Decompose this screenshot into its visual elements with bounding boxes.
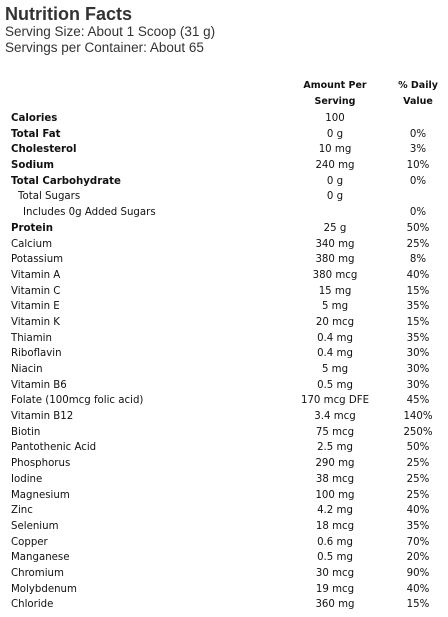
nutrient-daily-value: 250% (403, 426, 433, 438)
nutrient-daily-value: 0% (409, 207, 427, 219)
nutrient-name: Copper (11, 536, 48, 548)
nutrient-name: Vitamin C (11, 285, 61, 297)
nutrient-amount: 380 mg (315, 254, 355, 266)
amount-header-line1: Amount Per (303, 80, 367, 91)
nutrient-daily-value: 70% (406, 536, 430, 548)
nutrient-amount: 2.5 mg (317, 442, 353, 454)
table-row (0, 566, 448, 582)
table-row (0, 378, 448, 394)
nutrient-daily-value: 25% (406, 458, 430, 470)
nutrient-amount: 15 mg (318, 285, 352, 297)
nutrient-amount: 240 mg (315, 160, 355, 172)
table-row (0, 331, 448, 347)
nutrient-name: Phosphorus (11, 458, 71, 470)
nutrient-daily-value: 40% (406, 505, 430, 517)
nutrient-name: Protein (11, 222, 54, 234)
nutrient-amount: 100 (325, 113, 345, 124)
nutrient-daily-value: 35% (406, 520, 430, 532)
table-row (0, 550, 448, 566)
nutrient-name: Vitamin B6 (11, 379, 67, 391)
nutrient-daily-value: 140% (403, 411, 433, 423)
nutrient-name: Calories (11, 113, 58, 124)
nutrient-daily-value: 90% (406, 567, 430, 579)
nutrient-amount: 25 g (323, 222, 347, 234)
nutrient-name: Vitamin B12 (11, 411, 74, 423)
table-row (0, 127, 448, 143)
table-row (0, 472, 448, 488)
nutrient-daily-value: 30% (406, 348, 430, 360)
nutrient-amount: 75 mcg (315, 426, 355, 438)
nutrient-name: Zinc (11, 505, 33, 517)
nutrient-daily-value: 15% (406, 285, 430, 297)
nutrient-amount: 360 mg (315, 599, 355, 611)
nutrient-amount: 290 mg (315, 458, 355, 470)
nutrient-amount: 0.4 mg (317, 348, 353, 360)
table-row (0, 142, 448, 158)
table-row (0, 393, 448, 409)
page-title: Nutrition Facts (5, 4, 133, 24)
nutrient-daily-value: 50% (406, 442, 430, 454)
nutrient-amount: 0.5 mg (317, 379, 353, 391)
nutrient-daily-value: 0% (409, 175, 427, 187)
nutrient-daily-value: 8% (409, 254, 427, 266)
table-row (0, 158, 448, 174)
nutrient-name: Calcium (11, 238, 52, 250)
table-row (0, 503, 448, 519)
nutrient-amount: 380 mcg (312, 269, 358, 281)
nutrient-name: Iodine (11, 473, 43, 485)
table-row (0, 362, 448, 378)
nutrient-name: Vitamin K (11, 316, 60, 328)
amount-column-header (290, 78, 380, 110)
nutrient-name: Vitamin A (11, 269, 61, 281)
dv-header-line2: Value (403, 96, 433, 107)
nutrient-amount: 0 g (326, 191, 344, 203)
nutrient-daily-value: 25% (406, 238, 430, 250)
table-row (0, 409, 448, 425)
nutrient-name: Magnesium (11, 489, 70, 501)
nutrient-daily-value: 3% (409, 144, 427, 156)
nutrient-amount: 5 mg (321, 301, 349, 313)
nutrient-name: Selenium (11, 520, 59, 532)
table-row (0, 221, 448, 237)
nutrient-daily-value: 25% (406, 473, 430, 485)
nutrient-amount: 3.4 mcg (314, 411, 356, 423)
nutrient-name: Sodium (11, 160, 54, 172)
nutrient-name: Riboflavin (11, 348, 62, 360)
dv-header-line1: % Daily (398, 80, 438, 91)
amount-header-line2: Serving (314, 96, 356, 107)
table-row (0, 299, 448, 315)
nutrient-daily-value: 15% (406, 316, 430, 328)
nutrient-amount: 100 mg (315, 489, 355, 501)
nutrient-daily-value: 15% (406, 599, 430, 611)
table-row (0, 111, 448, 127)
table-row (0, 488, 448, 504)
table-row (0, 456, 448, 472)
table-row (0, 425, 448, 441)
table-row (0, 284, 448, 300)
table-row (0, 205, 448, 221)
table-row (0, 346, 448, 362)
nutrient-amount: 18 mcg (315, 520, 355, 532)
serving-size: Serving Size: About 1 Scoop (31 g) (5, 24, 216, 39)
nutrient-name: Cholesterol (11, 144, 77, 156)
nutrient-name: Total Sugars (18, 191, 81, 203)
nutrient-name: Biotin (11, 426, 41, 438)
nutrient-amount: 170 mcg DFE (300, 395, 370, 407)
daily-value-column-header (385, 78, 448, 110)
nutrient-daily-value: 30% (406, 379, 430, 391)
nutrient-daily-value: 30% (406, 364, 430, 375)
nutrient-daily-value: 25% (406, 489, 430, 501)
nutrient-name: Chloride (11, 599, 54, 611)
nutrient-amount: 0 g (326, 128, 344, 140)
table-row (0, 535, 448, 551)
nutrient-amount: 0.6 mg (317, 536, 353, 548)
servings-per-container: Servings per Container: About 65 (5, 40, 204, 55)
table-row (0, 174, 448, 190)
table-row (0, 519, 448, 535)
nutrient-amount: 4.2 mg (317, 505, 353, 517)
nutrient-daily-value: 0% (409, 128, 427, 140)
nutrient-daily-value: 40% (406, 583, 430, 595)
nutrient-daily-value: 45% (406, 395, 430, 407)
nutrient-name: Folate (100mcg folic acid) (11, 395, 144, 407)
nutrient-name: Molybdenum (11, 583, 77, 595)
nutrient-name: Total Carbohydrate (11, 175, 121, 187)
nutrient-amount: 30 mcg (315, 567, 355, 579)
nutrient-daily-value: 35% (406, 301, 430, 313)
table-row (0, 582, 448, 598)
table-row (0, 440, 448, 456)
nutrient-amount: 20 mcg (315, 316, 355, 328)
nutrient-amount: 0 g (326, 175, 344, 187)
nutrient-amount: 10 mg (318, 144, 352, 156)
nutrient-amount: 340 mg (315, 238, 355, 250)
nutrient-daily-value: 10% (406, 160, 430, 172)
table-row (0, 237, 448, 253)
nutrient-name: Pantothenic Acid (11, 442, 97, 454)
nutrient-amount: 0.4 mg (317, 332, 353, 344)
nutrient-daily-value: 40% (406, 269, 430, 281)
nutrient-name: Niacin (11, 364, 43, 375)
nutrient-name: Thiamin (11, 332, 52, 344)
nutrient-amount: 38 mcg (315, 473, 355, 485)
nutrient-name: Total Fat (11, 128, 61, 140)
nutrient-daily-value: 20% (406, 552, 430, 564)
nutrient-daily-value: 50% (406, 222, 430, 234)
nutrient-table (0, 111, 448, 613)
table-row (0, 597, 448, 613)
table-row (0, 189, 448, 205)
nutrient-amount: 0.5 mg (317, 552, 353, 564)
nutrient-daily-value: 35% (406, 332, 430, 344)
nutrient-name: Manganese (11, 552, 70, 564)
nutrient-name: Chromium (11, 567, 64, 579)
nutrient-name: Includes 0g Added Sugars (23, 207, 156, 219)
nutrient-name: Vitamin E (11, 301, 60, 313)
table-row (0, 268, 448, 284)
nutrient-name: Potassium (11, 254, 64, 266)
nutrient-amount: 19 mcg (315, 583, 355, 595)
table-row (0, 315, 448, 331)
table-row (0, 252, 448, 268)
nutrient-amount: 5 mg (321, 364, 349, 375)
